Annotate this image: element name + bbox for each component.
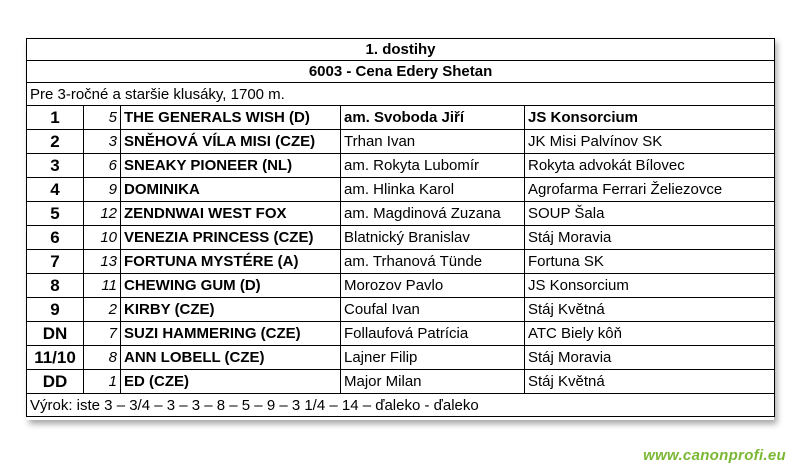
place-cell: 8 bbox=[27, 274, 84, 298]
owner-cell: Stáj Květná bbox=[525, 370, 775, 394]
driver-cell: Blatnický Branislav bbox=[341, 226, 525, 250]
race-results-table bbox=[26, 38, 775, 417]
place-cell: 7 bbox=[27, 250, 84, 274]
table-row bbox=[27, 346, 775, 370]
place-cell: 3 bbox=[27, 154, 84, 178]
owner-cell: Fortuna SK bbox=[525, 250, 775, 274]
horse-name-cell: CHEWING GUM (D) bbox=[121, 274, 341, 298]
driver-cell: Follaufová Patrícia bbox=[341, 322, 525, 346]
place-cell: 9 bbox=[27, 298, 84, 322]
number-cell: 5 bbox=[84, 106, 121, 130]
number-cell: 7 bbox=[84, 322, 121, 346]
number-cell: 12 bbox=[84, 202, 121, 226]
place-cell: 1 bbox=[27, 106, 84, 130]
place-cell: 4 bbox=[27, 178, 84, 202]
conditions-row bbox=[27, 83, 775, 106]
number-cell: 3 bbox=[84, 130, 121, 154]
owner-cell: Stáj Moravia bbox=[525, 346, 775, 370]
table-row bbox=[27, 250, 775, 274]
owner-cell: Stáj Květná bbox=[525, 298, 775, 322]
race-heading: 1. dostihy bbox=[27, 39, 775, 61]
driver-cell: am. Magdinová Zuzana bbox=[341, 202, 525, 226]
results-sheet bbox=[26, 38, 774, 420]
horse-name-cell: ED (CZE) bbox=[121, 370, 341, 394]
number-cell: 6 bbox=[84, 154, 121, 178]
place-cell: 2 bbox=[27, 130, 84, 154]
driver-cell: Lajner Filip bbox=[341, 346, 525, 370]
horse-name-cell: KIRBY (CZE) bbox=[121, 298, 341, 322]
place-cell: DD bbox=[27, 370, 84, 394]
number-cell: 2 bbox=[84, 298, 121, 322]
table-row bbox=[27, 226, 775, 250]
horse-name-cell: ZENDNWAI WEST FOX bbox=[121, 202, 341, 226]
table-row bbox=[27, 298, 775, 322]
driver-cell: Morozov Pavlo bbox=[341, 274, 525, 298]
number-cell: 10 bbox=[84, 226, 121, 250]
table-row bbox=[27, 202, 775, 226]
owner-cell: Agrofarma Ferrari Želiezovce bbox=[525, 178, 775, 202]
driver-cell: Major Milan bbox=[341, 370, 525, 394]
horse-name-cell: DOMINIKA bbox=[121, 178, 341, 202]
driver-cell: am. Svoboda Jiří bbox=[341, 106, 525, 130]
horse-name-cell: FORTUNA MYSTÉRE (A) bbox=[121, 250, 341, 274]
owner-cell: JS Konsorcium bbox=[525, 274, 775, 298]
table-row bbox=[27, 154, 775, 178]
owner-cell: JK Misi Palvínov SK bbox=[525, 130, 775, 154]
horse-name-cell: SNEAKY PIONEER (NL) bbox=[121, 154, 341, 178]
driver-cell: am. Rokyta Lubomír bbox=[341, 154, 525, 178]
driver-cell: am. Trhanová Tünde bbox=[341, 250, 525, 274]
horse-name-cell: SNĚHOVÁ VÍLA MISI (CZE) bbox=[121, 130, 341, 154]
race-title: 6003 - Cena Edery Shetan bbox=[27, 61, 775, 83]
table-row bbox=[27, 130, 775, 154]
place-cell: DN bbox=[27, 322, 84, 346]
number-cell: 1 bbox=[84, 370, 121, 394]
number-cell: 11 bbox=[84, 274, 121, 298]
owner-cell: JS Konsorcium bbox=[525, 106, 775, 130]
driver-cell: am. Hlinka Karol bbox=[341, 178, 525, 202]
number-cell: 8 bbox=[84, 346, 121, 370]
owner-cell: Stáj Moravia bbox=[525, 226, 775, 250]
table-row bbox=[27, 322, 775, 346]
table-row bbox=[27, 274, 775, 298]
place-cell: 11/10 bbox=[27, 346, 84, 370]
watermark: www.canonprofi.eu bbox=[643, 447, 786, 464]
race-conditions: Pre 3-ročné a staršie klusáky, 1700 m. bbox=[27, 83, 775, 106]
horse-name-cell: VENEZIA PRINCESS (CZE) bbox=[121, 226, 341, 250]
owner-cell: Rokyta advokát Bílovec bbox=[525, 154, 775, 178]
owner-cell: ATC Biely kôň bbox=[525, 322, 775, 346]
place-cell: 5 bbox=[27, 202, 84, 226]
place-cell: 6 bbox=[27, 226, 84, 250]
owner-cell: SOUP Šala bbox=[525, 202, 775, 226]
race-title-row bbox=[27, 61, 775, 83]
result-line: Výrok: iste 3 – 3/4 – 3 – 3 – 8 – 5 – 9 – 3 1/4 – 14 – ďaleko - ďaleko bbox=[27, 394, 775, 417]
driver-cell: Coufal Ivan bbox=[341, 298, 525, 322]
result-line-row bbox=[27, 394, 775, 417]
table-row bbox=[27, 370, 775, 394]
table-row bbox=[27, 178, 775, 202]
number-cell: 13 bbox=[84, 250, 121, 274]
horse-name-cell: THE GENERALS WISH (D) bbox=[121, 106, 341, 130]
driver-cell: Trhan Ivan bbox=[341, 130, 525, 154]
heading-row bbox=[27, 39, 775, 61]
table-row bbox=[27, 106, 775, 130]
horse-name-cell: ANN LOBELL (CZE) bbox=[121, 346, 341, 370]
number-cell: 9 bbox=[84, 178, 121, 202]
horse-name-cell: SUZI HAMMERING (CZE) bbox=[121, 322, 341, 346]
